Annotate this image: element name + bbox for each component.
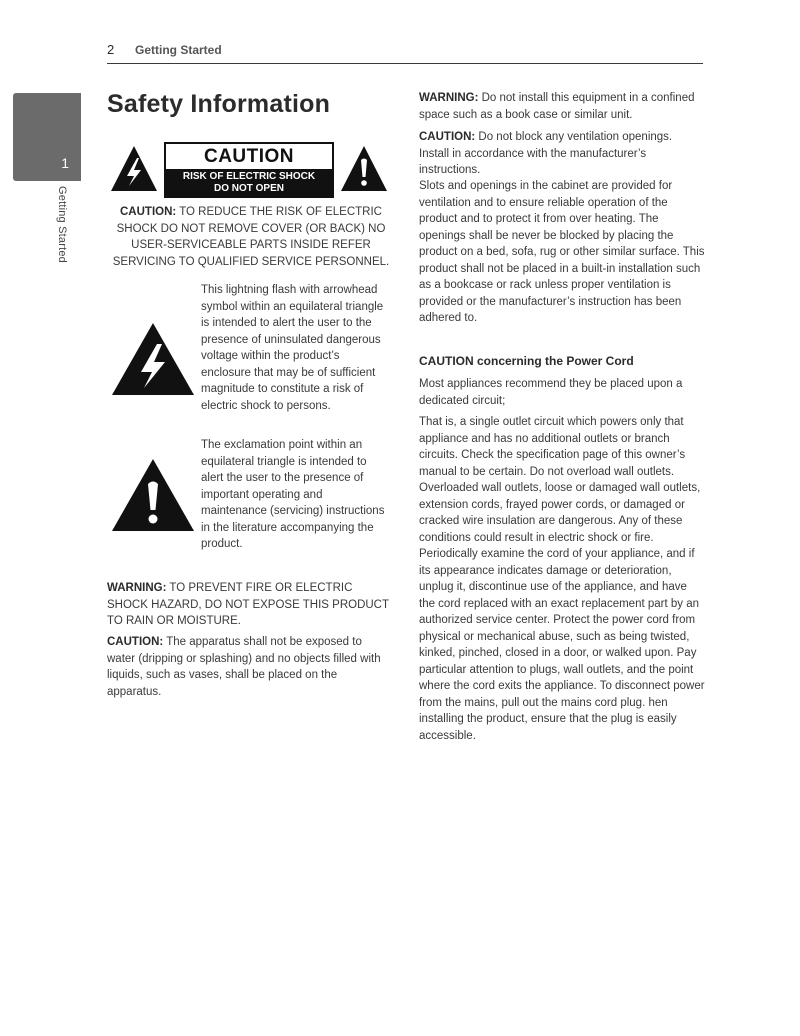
- page-title: Safety Information: [107, 90, 331, 118]
- slots-openings-text: Slots and openings in the cabinet are provided for ventilation and to ensure reliable operation of the product and to protect it from over heating. The openings shall be never be blocked by placing the product on a bed, sofa, rug or other similar surface. This product shall not be placed in a built-in installation such as a bookcase or rack unless proper ventilation is provided or the manufacturer’s instruction has been adhered to.: [419, 180, 705, 324]
- fire-warning-text: TO PREVENT FIRE OR ELECTRIC SHOCK HAZARD, DO NOT EXPOSE THIS PRODUCT TO RAIN OR MOISTURE.: [107, 582, 389, 627]
- chapter-side-label: Getting Started: [56, 186, 68, 263]
- caution-box-line1: RISK OF ELECTRIC SHOCK: [182, 171, 316, 182]
- page-header: [107, 42, 703, 64]
- chapter-number: 1: [61, 155, 69, 171]
- ventilation-caution-text: Do not block any ventilation openings. Install in accordance with the manufacturer’s instructions.: [419, 131, 673, 176]
- caution-box-line2: DO NOT OPEN: [213, 183, 284, 194]
- install-warning-text: Do not install this equipment in a confined space such as a book case or similar unit.: [419, 92, 695, 121]
- fire-warning: [107, 580, 389, 630]
- power-cord-paragraph-2: That is, a single outlet circuit which powers only that appliance and has no additional outlets or branch circuits. Check the specification page of this owner’s manual to be certain. Do not overload wall outlets. Overloaded wall outlets, loose or damaged wall outlets, extension cords, frayed power cords, or damaged or cracked wire insulation are dangerous. Any of these conditions could result in electric shock or fire. Periodically examine the cord of your appliance, and if its appearance indicates damage or deterioration, unplug it, discontinue use of the appliance, and have the cord replaced with an exact replacement part by an authorized service center. Protect the power cord from physical or mechanical abuse, such as being twisted, kinked, pinched, closed in a door, or walked upon. Pay particular attention to plugs, wall outlets, and the point where the cord exits the appliance. To disconnect power from the mains, pull out the mains cord plug. hen installing the product, ensure that the plug is easily accessible.: [419, 416, 705, 742]
- caution-box-subtitle: [166, 169, 332, 196]
- power-cord-heading: CAUTION concerning the Power Cord: [419, 354, 634, 368]
- caution-statement-label: CAUTION:: [120, 206, 177, 218]
- caution-box: [164, 142, 334, 198]
- exclamation-symbol-description: The exclamation point within an equilateral triangle is intended to alert the user to the presence of important operating and maintenance (servicing) instructions in the literature accompanying the product.: [201, 439, 385, 550]
- install-warning: [419, 90, 705, 123]
- exclamation-warning-icon: [339, 144, 389, 194]
- caution-label: [107, 142, 395, 198]
- caution-box-title: CAUTION: [203, 146, 295, 167]
- exclamation-warning-icon: [111, 458, 195, 532]
- water-caution: [107, 634, 389, 700]
- lightning-warning-icon: [111, 322, 195, 396]
- caution-statement: [107, 204, 395, 270]
- ventilation-caution-label: CAUTION:: [419, 131, 476, 143]
- lightning-warning-icon: [109, 144, 159, 194]
- page-number: 2: [107, 42, 115, 57]
- fire-warning-label: WARNING:: [107, 582, 167, 594]
- install-warning-label: WARNING:: [419, 92, 479, 104]
- water-caution-text: The apparatus shall not be exposed to water (dripping or splashing) and no objects filled with liquids, such as vases, shall be placed on the apparatus.: [107, 636, 381, 698]
- power-cord-paragraph-1: Most appliances recommend they be placed upon a dedicated circuit;: [419, 378, 683, 407]
- lightning-symbol-description: This lightning flash with arrowhead symbol within an equilateral triangle is intended to alert the user to the presence of uninsulated dangerous voltage within the product’s enclosure that may be of sufficient magnitude to constitute a risk of electric shock to persons.: [201, 284, 384, 412]
- caution-statement-text: TO REDUCE THE RISK OF ELECTRIC SHOCK DO NOT REMOVE COVER (OR BACK) NO USER-SERVICEABLE PARTS INSIDE REFER SERVICING TO QUALIFIED SERVICE PERSONNEL.: [112, 206, 390, 268]
- header-section-title: Getting Started: [135, 43, 222, 57]
- water-caution-label: CAUTION:: [107, 636, 164, 648]
- chapter-tab: [13, 93, 81, 181]
- ventilation-caution: [419, 129, 705, 179]
